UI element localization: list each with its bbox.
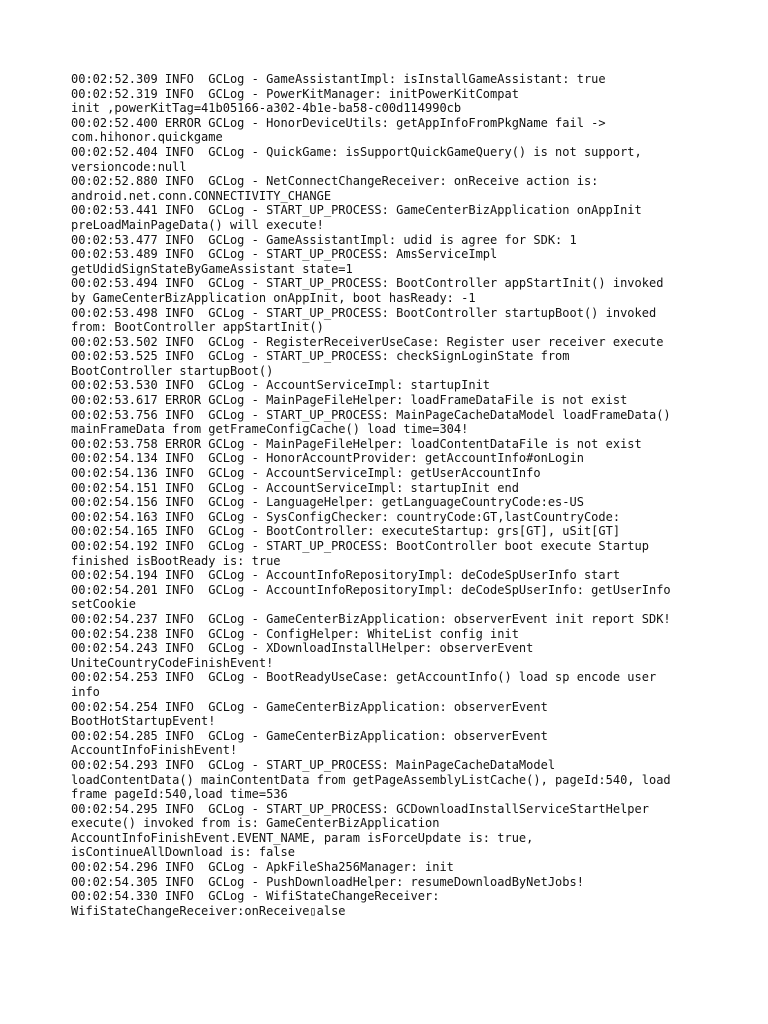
log-line: WifiStateChangeReceiver:onReceive▯alse [71, 903, 346, 918]
log-line: com.hihonor.quickgame [71, 130, 223, 145]
log-line: frame pageId:540,load time=536 [71, 787, 288, 802]
log-line: BootController startupBoot() [71, 363, 274, 378]
log-line: 00:02:54.134 INFO GCLog - HonorAccountProvider: getAccountInfo#onLogin [71, 451, 584, 466]
log-line: 00:02:53.498 INFO GCLog - START_UP_PROCESS: BootController startupBoot() invoked [71, 305, 657, 320]
log-line: 00:02:54.238 INFO GCLog - ConfigHelper: WhiteList config init [71, 626, 519, 641]
log-line: 00:02:53.525 INFO GCLog - START_UP_PROCESS: checkSignLoginState from [71, 349, 570, 364]
log-line: loadContentData() mainContentData from getPageAssemblyListCache(), pageId:540, load [71, 772, 671, 787]
log-line: 00:02:54.285 INFO GCLog - GameCenterBizApplication: observerEvent [71, 728, 548, 743]
log-line: from: BootController appStartInit() [71, 320, 324, 335]
log-line: AccountInfoFinishEvent.EVENT_NAME, param isForceUpdate is: true, [71, 830, 534, 845]
log-line: 00:02:54.253 INFO GCLog - BootReadyUseCase: getAccountInfo() load sp encode user [71, 670, 657, 685]
log-line: finished isBootReady is: true [71, 553, 281, 568]
log-line: 00:02:54.201 INFO GCLog - AccountInfoRepositoryImpl: deCodeSpUserInfo: getUserInfo [71, 582, 671, 597]
log-line: 00:02:53.756 INFO GCLog - START_UP_PROCESS: MainPageCacheDataModel loadFrameData() [71, 407, 671, 422]
log-line: 00:02:54.194 INFO GCLog - AccountInfoRepositoryImpl: deCodeSpUserInfo start [71, 568, 621, 583]
log-line: 00:02:53.758 ERROR GCLog - MainPageFileHelper: loadContentDataFile is not exist [71, 436, 642, 451]
log-line: 00:02:53.494 INFO GCLog - START_UP_PROCESS: BootController appStartInit() invoked [71, 276, 664, 291]
log-line: preLoadMainPageData() will execute! [71, 217, 324, 232]
log-line: 00:02:53.617 ERROR GCLog - MainPageFileHelper: loadFrameDataFile is not exist [71, 393, 628, 408]
log-line: 00:02:54.293 INFO GCLog - START_UP_PROCESS: MainPageCacheDataModel [71, 757, 556, 772]
log-line: 00:02:53.530 INFO GCLog - AccountServiceImpl: startupInit [71, 378, 491, 393]
log-line: 00:02:53.489 INFO GCLog - START_UP_PROCESS: AmsServiceImpl [71, 247, 498, 262]
log-line: versioncode:null [71, 159, 187, 174]
log-line: 00:02:54.330 INFO GCLog - WifiStateChangeReceiver: [71, 889, 440, 904]
log-line: 00:02:54.295 INFO GCLog - START_UP_PROCESS: GCDownloadInstallServiceStartHelper [71, 801, 649, 816]
log-line: execute() invoked from is: GameCenterBizApplication [71, 816, 440, 831]
document-page [71, 72, 711, 918]
log-line: info [71, 684, 100, 699]
log-line: 00:02:54.243 INFO GCLog - XDownloadInstallHelper: observerEvent [71, 641, 534, 656]
log-line: by GameCenterBizApplication onAppInit, boot hasReady: -1 [71, 290, 476, 305]
log-line: 00:02:54.165 INFO GCLog - BootController: executeStartup: grs[GT], uSit[GT] [71, 524, 621, 539]
log-line: mainFrameData from getFrameConfigCache() load time=304! [71, 422, 469, 437]
log-line: 00:02:54.151 INFO GCLog - AccountServiceImpl: startupInit end [71, 480, 519, 495]
log-text [71, 72, 711, 918]
log-line: 00:02:54.305 INFO GCLog - PushDownloadHelper: resumeDownloadByNetJobs! [71, 874, 584, 889]
log-line: 00:02:53.477 INFO GCLog - GameAssistantImpl: udid is agree for SDK: 1 [71, 232, 577, 247]
log-line: 00:02:52.880 INFO GCLog - NetConnectChangeReceiver: onReceive action is: [71, 174, 599, 189]
log-line: isContinueAllDownload is: false [71, 845, 295, 860]
log-line: 00:02:52.400 ERROR GCLog - HonorDeviceUtils: getAppInfoFromPkgName fail -> [71, 115, 606, 130]
log-line: UniteCountryCodeFinishEvent! [71, 655, 274, 670]
log-line: 00:02:54.237 INFO GCLog - GameCenterBizApplication: observerEvent init report SDK! [71, 611, 671, 626]
log-line: 00:02:54.156 INFO GCLog - LanguageHelper: getLanguageCountryCode:es-US [71, 495, 584, 510]
log-line: 00:02:53.441 INFO GCLog - START_UP_PROCESS: GameCenterBizApplication onAppInit [71, 203, 642, 218]
log-line: 00:02:52.309 INFO GCLog - GameAssistantImpl: isInstallGameAssistant: true [71, 72, 606, 86]
log-line: setCookie [71, 597, 137, 612]
log-line: 00:02:54.296 INFO GCLog - ApkFileSha256Manager: init [71, 860, 454, 875]
log-line: init ,powerKitTag=41b05166-a302-4b1e-ba58-c00d114990cb [71, 101, 462, 116]
log-line: 00:02:54.254 INFO GCLog - GameCenterBizApplication: observerEvent [71, 699, 548, 714]
log-line: AccountInfoFinishEvent! [71, 743, 238, 758]
log-line: BootHotStartupEvent! [71, 714, 216, 729]
log-line: 00:02:54.192 INFO GCLog - START_UP_PROCESS: BootController boot execute Startup [71, 539, 649, 553]
log-line: 00:02:52.319 INFO GCLog - PowerKitManager: initPowerKitCompat [71, 86, 519, 101]
log-line: 00:02:53.502 INFO GCLog - RegisterReceiverUseCase: Register user receiver execute [71, 334, 664, 349]
log-line: android.net.conn.CONNECTIVITY_CHANGE [71, 188, 332, 203]
log-line: 00:02:52.404 INFO GCLog - QuickGame: isSupportQuickGameQuery() is not support, [71, 144, 642, 159]
log-line: 00:02:54.163 INFO GCLog - SysConfigChecker: countryCode:GT,lastCountryCode: [71, 509, 621, 524]
log-line: getUdidSignStateByGameAssistant state=1 [71, 261, 353, 276]
log-line: 00:02:54.136 INFO GCLog - AccountServiceImpl: getUserAccountInfo [71, 466, 541, 481]
